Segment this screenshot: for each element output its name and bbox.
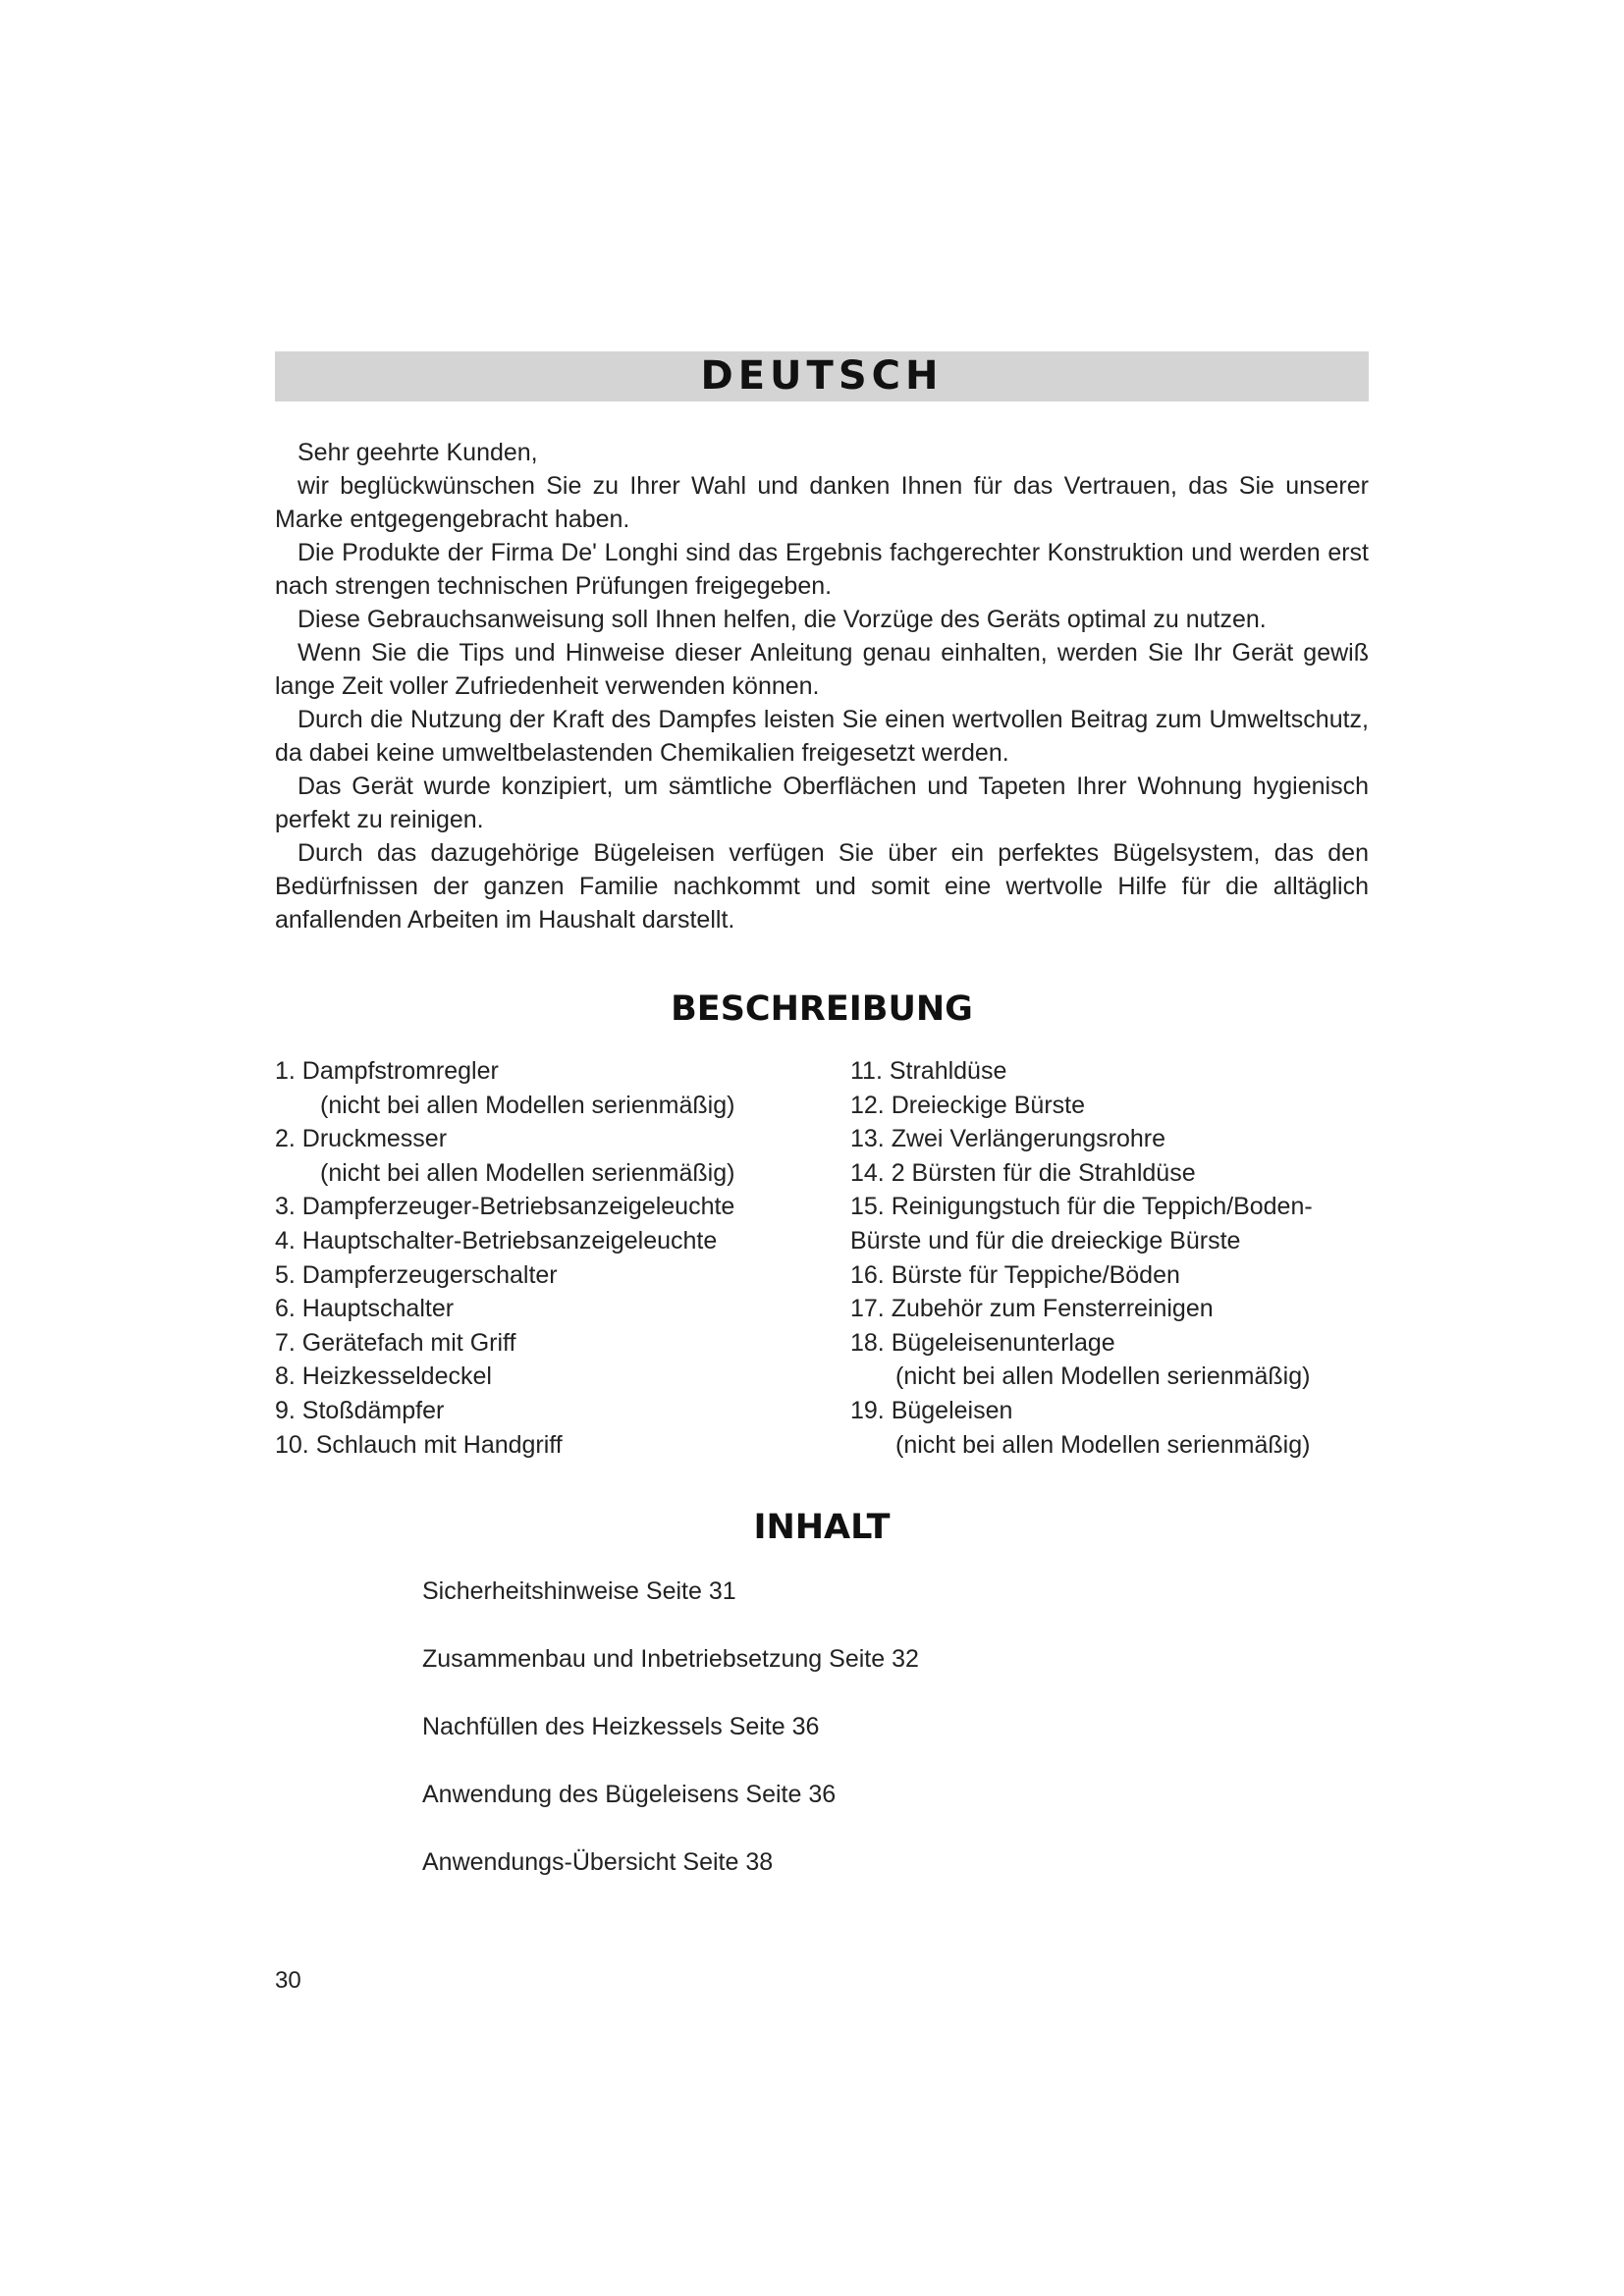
- list-item-note: (nicht bei allen Modellen serienmäßig): [320, 1091, 735, 1119]
- language-title: DEUTSCH: [700, 353, 944, 399]
- list-item: 4. Hauptschalter-Betriebsanzeigeleuchte: [275, 1226, 718, 1255]
- toc-entry: Zusammenbau und Inbetriebsetzung Seite 32: [422, 1645, 919, 1673]
- list-item-continuation: Bürste und für die dreieckige Bürste: [850, 1226, 1241, 1255]
- list-item: 14. 2 Bürsten für die Strahldüse: [850, 1158, 1196, 1187]
- intro-paragraph: Die Produkte der Firma De' Longhi sind das Ergebnis fachgerechter Konstruktion und werden erst nach strengen technischen Prüfungen freigegeben.: [275, 539, 1369, 600]
- list-item: 18. Bügeleisenunterlage: [850, 1328, 1115, 1357]
- list-item-note: (nicht bei allen Modellen serienmäßig): [895, 1430, 1311, 1459]
- list-item: 6. Hauptschalter: [275, 1295, 455, 1323]
- list-item-note: (nicht bei allen Modellen serienmäßig): [320, 1158, 735, 1187]
- intro-paragraph: Durch die Nutzung der Kraft des Dampfes leisten Sie einen wertvollen Beitrag zum Umweltschutz, da dabei keine umweltbelastenden Chemikalien freigesetzt werden.: [275, 706, 1369, 767]
- toc-entry: Nachfüllen des Heizkessels Seite 36: [422, 1713, 820, 1740]
- list-item: 13. Zwei Verlängerungsrohre: [850, 1125, 1166, 1153]
- parts-list-right: [850, 1054, 1371, 1462]
- list-item: 2. Druckmesser: [275, 1125, 448, 1153]
- intro-paragraph: Diese Gebrauchsanweisung soll Ihnen helfen, die Vorzüge des Geräts optimal zu nutzen.: [298, 606, 1267, 633]
- language-header-band: [275, 351, 1369, 401]
- description-title: BESCHREIBUNG: [671, 989, 973, 1029]
- list-item: 10. Schlauch mit Handgriff: [275, 1430, 563, 1459]
- parts-list-left: [275, 1054, 805, 1462]
- intro-paragraph: Sehr geehrte Kunden,: [298, 439, 538, 466]
- contents-title: INHALT: [753, 1508, 891, 1547]
- toc-entry: Anwendungs-Übersicht Seite 38: [422, 1848, 774, 1876]
- list-item: 1. Dampfstromregler: [275, 1057, 499, 1085]
- toc-entry: Anwendung des Bügeleisens Seite 36: [422, 1781, 837, 1808]
- intro-paragraph: Wenn Sie die Tips und Hinweise dieser Anleitung genau einhalten, werden Sie Ihr Gerät gewiß lange Zeit voller Zufriedenheit verwenden können.: [275, 639, 1369, 700]
- list-item: 8. Heizkesseldeckel: [275, 1362, 492, 1391]
- intro-paragraph: Durch das dazugehörige Bügeleisen verfügen Sie über ein perfektes Bügelsystem, das den Bedürfnissen der ganzen Familie nachkommt und somit eine wertvolle Hilfe für die alltäglich anfallenden Arbeiten im Haushalt darstellt.: [275, 839, 1369, 934]
- page-number: 30: [275, 1967, 301, 1994]
- list-item: 19. Bügeleisen: [850, 1396, 1013, 1424]
- list-item: 15. Reinigungstuch für die Teppich/Boden-: [850, 1193, 1313, 1221]
- intro-paragraph: Das Gerät wurde konzipiert, um sämtliche Oberflächen und Tapeten Ihrer Wohnung hygienisch perfekt zu reinigen.: [275, 773, 1369, 833]
- table-of-contents: [422, 1575, 919, 1913]
- list-item: 11. Strahldüse: [850, 1057, 1007, 1085]
- list-item: 16. Bürste für Teppiche/Böden: [850, 1260, 1180, 1289]
- intro-paragraph: wir beglückwünschen Sie zu Ihrer Wahl und danken Ihnen für das Vertrauen, das Sie unserer Marke entgegengebracht haben.: [275, 472, 1369, 533]
- list-item: 9. Stoßdämpfer: [275, 1396, 445, 1424]
- list-item-note: (nicht bei allen Modellen serienmäßig): [895, 1362, 1311, 1391]
- list-item: 17. Zubehör zum Fensterreinigen: [850, 1295, 1214, 1323]
- list-item: 5. Dampferzeugerschalter: [275, 1260, 558, 1289]
- list-item: 3. Dampferzeuger-Betriebsanzeigeleuchte: [275, 1193, 735, 1221]
- toc-entry: Sicherheitshinweise Seite 31: [422, 1577, 736, 1605]
- intro-text: [275, 436, 1369, 936]
- list-item: 12. Dreieckige Bürste: [850, 1091, 1086, 1119]
- list-item: 7. Gerätefach mit Griff: [275, 1328, 516, 1357]
